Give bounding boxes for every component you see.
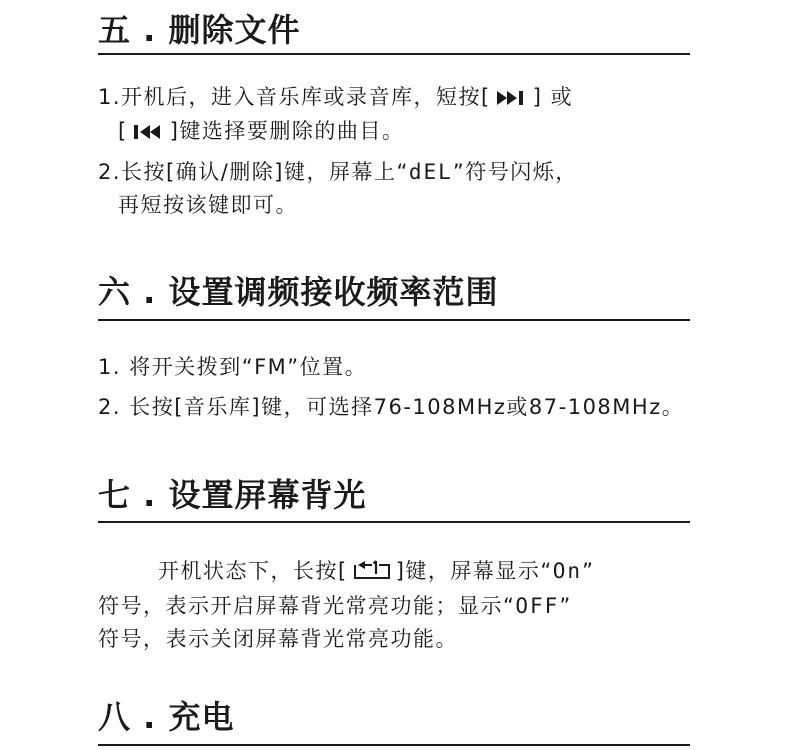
- section-5-title: 五 . 删除文件: [98, 11, 301, 49]
- section-5-line-1-text-a: 1.开机后，进入音乐库或录音库，短按[: [98, 85, 491, 109]
- section-8-title: 八 . 充电: [98, 698, 235, 736]
- section-6-rule: [98, 319, 690, 321]
- section-5-line-4: 再短按该键即可。: [118, 193, 298, 217]
- section-7-line-2-text-a: 符号，表示开启屏幕背光常亮功能；显示“: [98, 594, 516, 618]
- previous-track-icon: [132, 119, 166, 149]
- section-7-line-1: [158, 556, 594, 589]
- section-7-line-3: 符号，表示关闭屏幕背光常亮功能。: [98, 627, 458, 651]
- section-5-line-3-text-b: ”符号闪烁，: [452, 160, 578, 184]
- section-7-line-1-text-b: ]键，屏幕显示“: [395, 559, 553, 583]
- section-5-line-2-text-b: ]键选择要删除的曲目。: [169, 119, 405, 143]
- section-5-rule: [98, 53, 690, 55]
- section-5-line-2: [118, 116, 404, 149]
- section-7-line-2: [98, 591, 572, 621]
- section-6-title: 六 . 设置调频接收频率范围: [98, 273, 499, 311]
- section-7-lcd-on: On: [552, 559, 583, 583]
- section-7-lcd-off: OFF: [515, 594, 560, 618]
- return-key-icon: [352, 559, 392, 589]
- section-7-rule: [98, 521, 690, 523]
- section-7-line-1-text-a: 开机状态下，长按[: [158, 559, 348, 583]
- section-5-line-3-text-a: 2.长按[确认/删除]键，屏幕上“: [98, 160, 409, 184]
- section-5-line-3: [98, 157, 578, 187]
- section-5-lcd-del: dEL: [408, 160, 453, 184]
- section-7-title: 七 . 设置屏幕背光: [98, 476, 367, 514]
- section-6-line-2: 2. 长按[音乐库]键，可选择76-108MHz或87-108MHz。: [98, 395, 685, 419]
- section-5-line-1: [98, 82, 573, 115]
- section-5-line-1-text-b: ] 或: [532, 85, 574, 109]
- section-6-line-1: 1. 将开关拨到“FM”位置。: [98, 355, 368, 379]
- section-8-rule: [98, 744, 690, 746]
- section-7-line-2-text-b: ”: [559, 594, 572, 618]
- section-5-line-2-text-a: [: [118, 119, 128, 143]
- section-7-line-1-text-c: ”: [582, 559, 595, 583]
- next-track-icon: [495, 85, 529, 115]
